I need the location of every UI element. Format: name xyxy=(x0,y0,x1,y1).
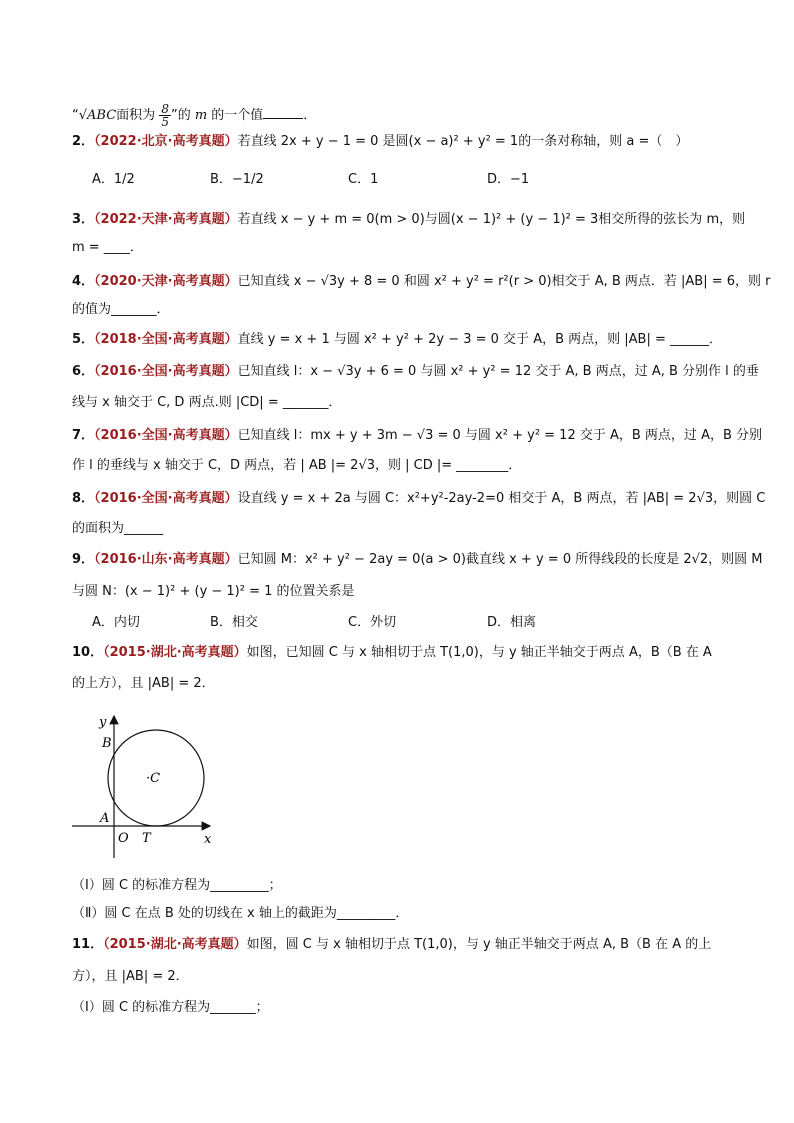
question-10 xyxy=(72,643,734,663)
question-source: （2018·全国·高考真题） xyxy=(94,332,238,347)
question-10-cont: 的上方），且 |AB| = 2． xyxy=(72,676,215,691)
line-continuation: “√ABC面积为 $\frac{8}{5}$ ”的 m 的一个值 ． xyxy=(72,102,317,129)
question-number: 4． xyxy=(72,274,95,289)
question-9-cont: 与圆 N：(x − 1)² + (y − 1)² = 1 的位置关系是 xyxy=(72,584,355,599)
question-text: 直线 y = x + 1 与圆 x² + y² + 2y − 3 = 0 交于 A，B 两点，则 |AB| = ______． xyxy=(237,332,722,347)
question-source: （2015·湖北·高考真题） xyxy=(103,937,247,952)
question-text: 已知直线 l：x − √3y + 6 = 0 与圆 x² + y² = 12 交于 A, B 两点，过 A, B 分别作 l 的垂 xyxy=(237,364,759,379)
question-number: 6． xyxy=(72,364,95,379)
question-8-cont: 的面积为______ xyxy=(72,521,164,536)
question-9 xyxy=(72,550,763,570)
choice-b: B．−1/2 xyxy=(210,172,264,187)
choice-a: A．1/2 xyxy=(92,172,135,187)
label-a: A xyxy=(100,811,110,826)
question-source: （2016·全国·高考真题） xyxy=(94,428,238,443)
question-10-part-i: （Ⅰ）圆 C 的标准方程为_________； xyxy=(72,878,282,893)
question-4 xyxy=(72,272,771,292)
question-6 xyxy=(72,362,759,382)
question-3 xyxy=(72,210,746,230)
question-number: 9． xyxy=(72,552,95,567)
question-11-part-i: （Ⅰ）圆 C 的标准方程为_______； xyxy=(72,1000,269,1015)
question-number: 5． xyxy=(72,332,95,347)
question-source: （2022·北京·高考真题） xyxy=(94,134,238,149)
question-text: 已知直线 l：mx + y + 3m − √3 = 0 与圆 x² + y² = 12 交于 A，B 两点，过 A，B 分别 xyxy=(237,428,763,443)
circle-tangent-figure xyxy=(70,712,220,862)
choice-d: D．相离 xyxy=(487,615,537,630)
label-o: O xyxy=(118,831,129,846)
question-source: （2016·全国·高考真题） xyxy=(94,491,238,506)
question-number: 8． xyxy=(72,491,95,506)
question-number: 7． xyxy=(72,428,95,443)
question-11-cont: 方），且 |AB| = 2． xyxy=(72,969,189,984)
choice-b: B．相交 xyxy=(210,615,258,630)
choice-c: C．1 xyxy=(348,172,379,187)
choice-a: A．内切 xyxy=(92,615,140,630)
question-7-cont: 作 l 的垂线与 x 轴交于 C，D 两点，若 | AB |= 2√3，则 | CD |= ________． xyxy=(72,458,522,473)
choice-c: C．外切 xyxy=(348,615,397,630)
question-10-part-ii: （Ⅱ）圆 C 在点 B 处的切线在 x 轴上的截距为_________． xyxy=(72,906,409,921)
label-c: ·C xyxy=(146,771,161,786)
question-2 xyxy=(72,132,734,152)
question-text: 如图，已知圆 C 与 x 轴相切于点 T(1,0)，与 y 轴正半轴交于两点 A，B（B 在 A xyxy=(246,645,712,660)
label-x: x xyxy=(204,832,212,847)
question-8 xyxy=(72,489,766,509)
question-11 xyxy=(72,935,734,955)
question-source: （2022·天津·高考真题） xyxy=(94,212,238,227)
question-6-cont: 线与 x 轴交于 C, D 两点.则 |CD| = _______． xyxy=(72,395,342,410)
question-number: 11． xyxy=(72,937,104,952)
question-number: 2． xyxy=(72,134,95,149)
label-t: T xyxy=(142,831,151,846)
question-text: 如图，圆 C 与 x 轴相切于点 T(1,0)，与 y 轴正半轴交于两点 A, B（B 在 A 的上 xyxy=(246,937,712,952)
question-7 xyxy=(72,426,763,446)
question-number: 10． xyxy=(72,645,104,660)
question-5 xyxy=(72,330,734,350)
question-text: 若直线 x − y + m = 0(m > 0)与圆(x − 1)² + (y − 1)² = 3相交所得的弦长为 m，则 xyxy=(237,212,746,227)
question-text: 若直线 2x + y − 1 = 0 是圆(x − a)² + y² = 1的一条对称轴，则 a =（ ） xyxy=(237,134,689,149)
question-number: 3． xyxy=(72,212,95,227)
question-source: （2016·山东·高考真题） xyxy=(94,552,238,567)
question-source: （2016·全国·高考真题） xyxy=(94,364,238,379)
question-3-cont: m = ____． xyxy=(72,240,143,255)
question-text: 设直线 y = x + 2a 与圆 C：x²+y²-2ay-2=0 相交于 A，B 两点，若 |AB| = 2√3，则圆 C xyxy=(237,491,766,506)
question-text: 已知直线 x − √3y + 8 = 0 和圆 x² + y² = r²(r > 0)相交于 A, B 两点．若 |AB| = 6，则 r xyxy=(237,274,771,289)
question-4-cont: 的值为_______． xyxy=(72,302,170,317)
question-source: （2020·天津·高考真题） xyxy=(94,274,238,289)
label-b: B xyxy=(102,736,112,751)
question-text: 已知圆 M：x² + y² − 2ay = 0(a > 0)截直线 x + y = 0 所得线段的长度是 2√2，则圆 M xyxy=(237,552,763,567)
question-source: （2015·湖北·高考真题） xyxy=(103,645,247,660)
label-y: y xyxy=(99,715,107,730)
choice-d: D．−1 xyxy=(487,172,530,187)
